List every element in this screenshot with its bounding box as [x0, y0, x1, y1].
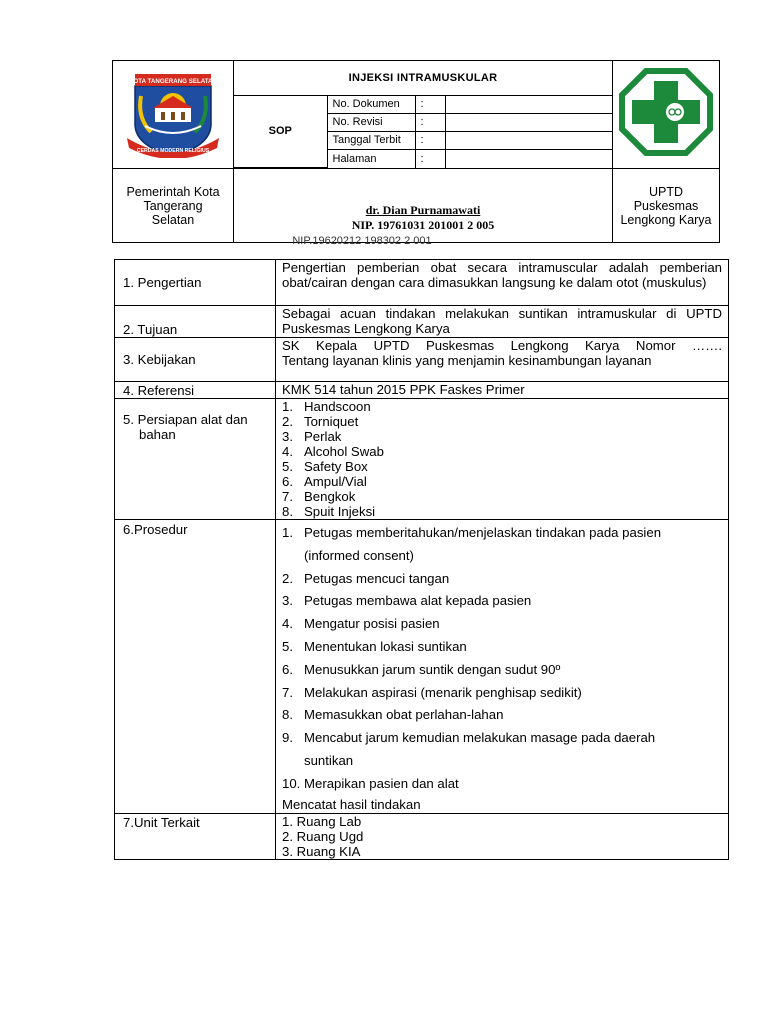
doc-field-sep: : [415, 149, 445, 167]
doc-field-sep: : [415, 95, 445, 113]
step-text-cont: (informed consent) [304, 547, 414, 563]
doc-field-label: No. Dokumen [327, 95, 415, 113]
puskesmas-logo [618, 67, 714, 157]
right-org-name: UPTD Puskesmas Lengkong Karya [613, 169, 720, 243]
signer-name: dr. Dian Purnamawati [365, 203, 481, 217]
prosedur-step [282, 727, 722, 773]
persiapan-item [282, 489, 722, 504]
doc-field-value [445, 149, 612, 167]
prosedur-step [282, 773, 722, 796]
signer-nip-faded: NIP.19620212 198302 2 001 [292, 235, 432, 247]
section-list-prosedur [276, 520, 729, 814]
item-text: Bengkok [304, 489, 356, 504]
section-label-persiapan [115, 399, 276, 520]
city-logo-cell [113, 61, 234, 169]
persiapan-list [282, 399, 722, 519]
section-text-kebijakan [276, 338, 729, 382]
unit-item: 2. Ruang Ugd [282, 828, 364, 844]
prosedur-step [282, 682, 722, 705]
puskesmas-logo-cell [613, 61, 720, 169]
item-text: Safety Box [304, 459, 368, 474]
section-label-kebijakan: 3. Kebijakan [115, 338, 276, 382]
prosedur-list [282, 522, 722, 796]
persiapan-item [282, 399, 722, 414]
persiapan-label-line-2: bahan [139, 427, 176, 442]
step-text: Memasukkan obat perlahan-lahan [304, 707, 504, 723]
step-text: Melakukan aspirasi (menarik penghisap sedikit) [304, 684, 582, 700]
persiapan-item [282, 444, 722, 459]
persiapan-item [282, 459, 722, 474]
prosedur-step [282, 568, 722, 591]
section-list-unit [276, 813, 729, 859]
step-text-wrap [304, 659, 722, 682]
step-number: 6. [282, 661, 293, 677]
doc-field-sep: : [415, 113, 445, 131]
step-text-wrap [304, 568, 722, 591]
step-text: Merapikan pasien dan alat [304, 775, 459, 791]
persiapan-item [282, 429, 722, 444]
item-number: 2. [282, 414, 293, 429]
doc-field-label: Halaman [327, 149, 415, 167]
step-number: 3. [282, 593, 293, 609]
section-label-referensi: 4. Referensi [115, 382, 276, 399]
section-label-pengertian: 1. Pengertian [115, 260, 276, 306]
step-text-wrap [304, 522, 722, 568]
sop-title: INJEKSI INTRAMUSKULAR [234, 61, 612, 95]
item-text: Torniquet [304, 414, 359, 429]
doc-field-value [445, 131, 612, 149]
step-number: 8. [282, 707, 293, 723]
step-text-wrap [304, 590, 722, 613]
step-text-wrap [304, 704, 722, 727]
persiapan-item [282, 504, 722, 519]
prosedur-step [282, 613, 722, 636]
step-text: Mencabut jarum kemudian melakukan masage pada daerah [304, 730, 656, 746]
logo-bottom-text: CERDAS MODERN RELIGIUS [136, 148, 210, 154]
step-number: 5. [282, 638, 293, 654]
persiapan-label-line-1: 5. Persiapan alat dan [123, 412, 248, 427]
persiapan-item [282, 474, 722, 489]
step-text: Mengatur posisi pasien [304, 616, 440, 632]
section-text-referensi: KMK 514 tahun 2015 PPK Faskes Primer [276, 382, 729, 399]
item-text: Alcohol Swab [304, 444, 384, 459]
item-text: Perlak [304, 429, 342, 444]
sop-label: SOP [234, 95, 327, 167]
item-text: Spuit Injeksi [304, 504, 376, 519]
step-text: Petugas membawa alat kepada pasien [304, 593, 532, 609]
item-number: 4. [282, 444, 293, 459]
doc-field-label: No. Revisi [327, 113, 415, 131]
doc-field-value [445, 113, 612, 131]
step-number: 2. [282, 570, 293, 586]
persiapan-item [282, 414, 722, 429]
item-text: Handscoon [304, 399, 371, 414]
step-text: Menentukan lokasi suntikan [304, 638, 467, 654]
item-number: 3. [282, 429, 293, 444]
section-label-tujuan: 2. Tujuan [115, 306, 276, 338]
step-text: Petugas mencuci tangan [304, 570, 450, 586]
unit-item: 3. Ruang KIA [282, 843, 361, 859]
item-number: 8. [282, 504, 293, 519]
section-label-unit: 7.Unit Terkait [115, 813, 276, 859]
sop-header-table [112, 60, 720, 243]
step-text-wrap [304, 636, 722, 659]
step-text-cont: suntikan [304, 752, 354, 768]
step-text-wrap [304, 682, 722, 705]
section-text-pengertian: Pengertian pemberian obat secara intramuscular adalah pemberian obat/cairan dengan cara dimasukkan langsung ke dalam otot (muskulus) [276, 260, 729, 306]
unit-item: 1. Ruang Lab [282, 813, 362, 829]
logo-top-text: KOTA TANGERANG SELATAN [129, 78, 217, 85]
step-text: Petugas memberitahukan/menjelaskan tindakan pada pasien [304, 525, 662, 540]
prosedur-step [282, 522, 722, 568]
prosedur-step [282, 636, 722, 659]
step-number: 4. [282, 616, 293, 632]
step-text-wrap [304, 773, 722, 796]
sop-content-table [114, 259, 729, 860]
step-text: Menusukkan jarum suntik dengan sudut 90º [304, 661, 561, 677]
signer-nip: NIP. 19761031 201001 2 005 [351, 218, 495, 232]
left-org-name: Pemerintah Kota Tangerang Selatan [113, 169, 234, 243]
item-text: Ampul/Vial [304, 474, 367, 489]
section-text-tujuan: Sebagai acuan tindakan melakukan suntikan intramuskular di UPTD Puskesmas Lengkong Karya [276, 306, 729, 338]
prosedur-step [282, 659, 722, 682]
kebijakan-line-1: SK Kepala UPTD Puskesmas Lengkong Karya Nomor ……. [282, 338, 722, 353]
prosedur-step [282, 590, 722, 613]
step-number: 9. [282, 730, 293, 746]
item-number: 6. [282, 474, 293, 489]
step-number: 7. [282, 684, 293, 700]
item-number: 7. [282, 489, 293, 504]
prosedur-final: Mencatat hasil tindakan [282, 796, 421, 812]
section-label-prosedur: 6.Prosedur [115, 520, 276, 814]
section-list-persiapan [276, 399, 729, 520]
kebijakan-line-2: Tentang layanan klinis yang menjamin kesinambungan layanan [282, 353, 652, 368]
tangerang-selatan-logo [121, 66, 225, 158]
doc-info-table [234, 61, 612, 168]
prosedur-step [282, 704, 722, 727]
item-number: 1. [282, 399, 293, 414]
step-text-wrap [304, 613, 722, 636]
item-number: 5. [282, 459, 293, 474]
doc-field-label: Tanggal Terbit [327, 131, 415, 149]
step-number: 10. [282, 775, 301, 791]
doc-field-sep: : [415, 131, 445, 149]
step-text-wrap [304, 727, 722, 773]
step-number: 1. [282, 525, 293, 540]
doc-field-value [445, 95, 612, 113]
